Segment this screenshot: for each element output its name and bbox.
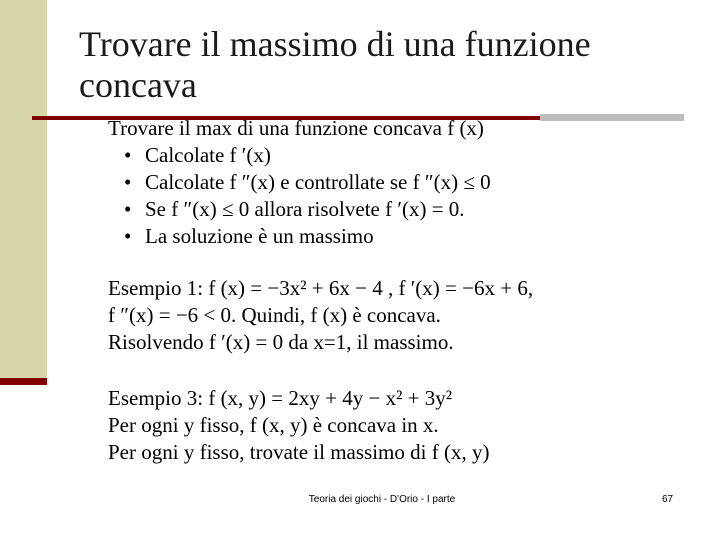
title-underline-shadow <box>540 114 684 121</box>
intro-heading: Trovare il max di una funzione concava f (x) <box>108 116 484 140</box>
slide-title <box>79 24 591 106</box>
bullet-item: • Calcolate f ″(x) e controllate se f ″(x) ≤ 0 <box>108 169 533 196</box>
slide-body <box>108 115 533 466</box>
example-1-line-2: f ″(x) = −6 < 0. Quindi, f (x) è concava. <box>108 303 441 327</box>
slide-title-line-1: Trovare il massimo di una funzione <box>79 24 591 64</box>
example-3-line-1: Esempio 3: f (x, y) = 2xy + 4y − x² + 3y² <box>108 386 453 410</box>
slide-title-line-2: concava <box>79 65 197 105</box>
side-bar-accent <box>0 378 47 385</box>
example-3-line-3: Per ogni y fisso, trovate il massimo di f (x, y) <box>108 440 490 464</box>
bullet-item: • La soluzione è un massimo <box>108 223 533 250</box>
example-1-line-1: Esempio 1: f (x) = −3x² + 6x − 4 , f ′(x) = −6x + 6, <box>108 276 534 300</box>
example-1-line-3: Risolvendo f ′(x) = 0 da x=1, il massimo. <box>108 330 454 354</box>
slide-footer: Teoria dei giochi - D'Orio - I parte <box>308 494 456 505</box>
bullet-item: • Se f ″(x) ≤ 0 allora risolvete f ′(x) = 0. <box>108 196 533 223</box>
bullet-item: • Calcolate f ′(x) <box>108 142 533 169</box>
example-3-line-2: Per ogni y fisso, f (x, y) è concava in x. <box>108 413 439 437</box>
page-number: 67 <box>662 494 674 505</box>
slide-side-bar <box>0 0 47 385</box>
